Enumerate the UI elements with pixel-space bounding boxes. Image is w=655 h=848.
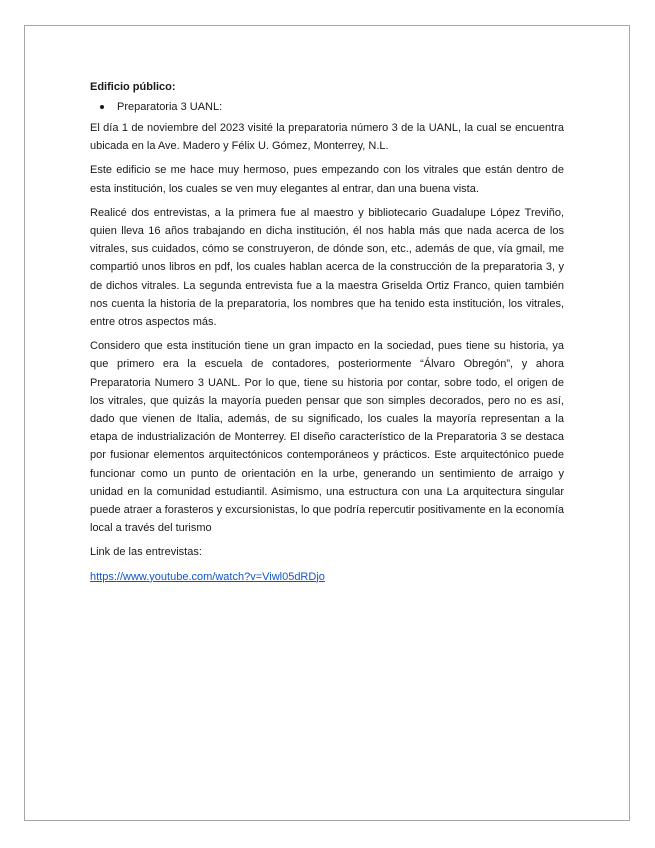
paragraph-impact: Considero que esta institución tiene un gran impacto en la sociedad, pues tiene su historia, ya que primero era la escuela de contadores, posteriormente “Álvaro Obregón”, y ahora Preparatoria Numero 3 UANL. Por lo que, tiene su historia por contar, sobre todo, el origen de los vitrales, que quizás la mayoría pueden pensar que son simples decorados, pero no es así, dado que vienen de Italia, además, de su significado, los cuales la mayoría representan a la etapa de industrialización de Monterrey. El diseño característico de la Preparatoria 3 se destaca por fusionar elementos arquitectónicos contemporáneos y prácticos. Este arquitectónico puede funcionar como un punto de orientación en la urbe, generando un sentimiento de arraigo y unidad en la comunidad estudiantil. Asimismo, una estructura con una La arquitectura singular puede atraer a forasteros y excursionistas, lo que podría repercutir positivamente en la economía local a través del turismo xyxy=(90,340,564,535)
document-body xyxy=(90,78,564,592)
bullet-item: Preparatoria 3 UANL: xyxy=(117,98,564,116)
paragraph-building: Este edificio se me hace muy hermoso, pues empezando con los vitrales que están dentro de esta institución, los cuales se ven muy elegantes al entrar, dan una buena vista. xyxy=(90,164,564,195)
document-page xyxy=(24,25,630,821)
bullet-list xyxy=(90,98,564,116)
section-heading: Edificio público: xyxy=(90,81,176,93)
paragraph-interviews: Realicé dos entrevistas, a la primera fue al maestro y bibliotecario Guadalupe López Treviño, quien lleva 16 años trabajando en dicha institución, él nos habla más que nada acerca de los vitrales, sus cuidados, cómo se construyeron, de dónde son, etc., además de que, vía gmail, me compartió unos libros en pdf, los cuales hablan acerca de la construcción de la preparatoria 3, y de dichos vitrales. La segunda entrevista fue a la maestra Griselda Ortiz Franco, quien también nos cuenta la historia de la preparatoria, los nombres que ha tenido esta institución, los vitrales, entre otros aspectos más. xyxy=(90,206,564,329)
youtube-link[interactable]: https://www.youtube.com/watch?v=Viwl05dRDjo xyxy=(90,570,325,583)
paragraph-visit: El día 1 de noviembre del 2023 visité la preparatoria número 3 de la UANL, la cual se encuentra ubicada en la Ave. Madero y Félix U. Gómez, Monterrey, N.L. xyxy=(90,122,564,153)
link-label: Link de las entrevistas: xyxy=(90,546,202,559)
link-paragraph xyxy=(90,568,564,586)
